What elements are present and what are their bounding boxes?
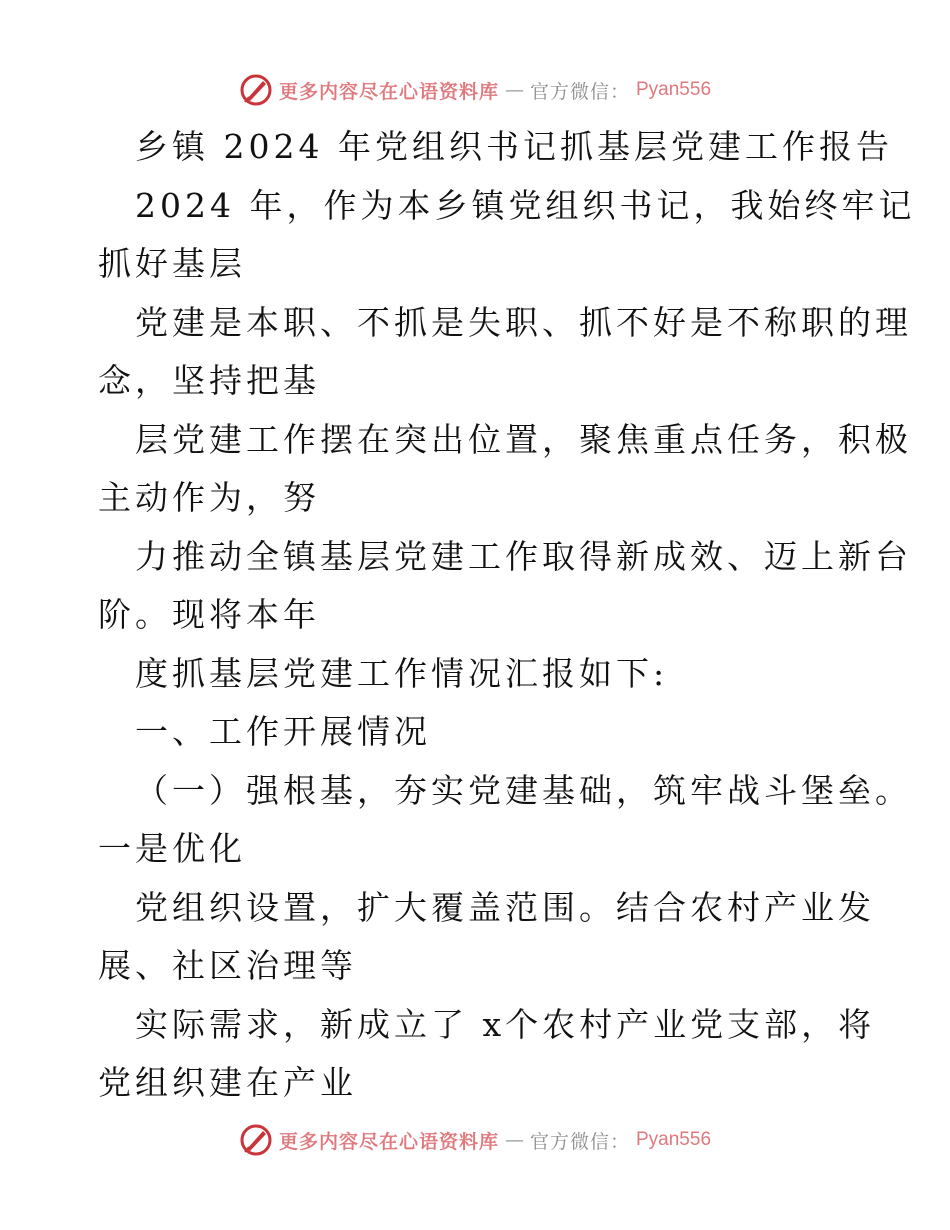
banner-wechat-label: 官方微信： — [529, 80, 630, 103]
banner-separator: — — [504, 79, 524, 101]
text-line: （一）强根基，夯实党建基础，筑牢战斗堡垒。 — [135, 770, 912, 810]
text-line: 党组织建在产业 — [98, 1063, 357, 1102]
text-line: 乡镇 2024 年党组织书记抓基层党建工作报告 — [135, 127, 893, 166]
text-line: 党组织设置，扩大覆盖范围。结合农村产业发 — [135, 887, 875, 927]
footer-banner — [0, 1120, 950, 1160]
banner-wechat-label: 官方微信： — [529, 1130, 630, 1153]
document-body — [98, 118, 916, 1113]
banner-wechat-id: Pyan556 — [636, 1129, 712, 1150]
text-line: 实际需求，新成立了 x个农村产业党支部，将 — [135, 1004, 876, 1044]
text-line: 抓好基层 — [98, 244, 246, 283]
text-line: 念，坚持把基 — [98, 361, 320, 400]
quill-pen-icon — [239, 73, 273, 107]
header-banner — [0, 70, 950, 110]
banner-text: 更多内容尽在心语资料库 — [278, 1130, 499, 1153]
banner-separator: — — [504, 1129, 524, 1151]
text-line: 阶。现将本年 — [98, 595, 320, 634]
text-line: 党建是本职、不抓是失职、抓不好是不称职的理 — [135, 302, 912, 342]
text-line: 一是优化 — [98, 829, 246, 868]
text-line: 主动作为，努 — [98, 478, 320, 517]
quill-pen-icon — [239, 1123, 273, 1157]
text-line: 展、社区治理等 — [98, 946, 357, 985]
banner-text: 更多内容尽在心语资料库 — [278, 80, 499, 103]
text-line: 一、工作开展情况 — [135, 712, 431, 751]
banner-wechat-id: Pyan556 — [636, 79, 712, 100]
text-line: 2024 年，作为本乡镇党组织书记，我始终牢记 — [135, 185, 916, 225]
text-line: 度抓基层党建工作情况汇报如下: — [135, 653, 669, 693]
text-line: 层党建工作摆在突出位置，聚焦重点任务，积极 — [135, 419, 912, 459]
text-line: 力推动全镇基层党建工作取得新成效、迈上新台 — [135, 536, 912, 576]
